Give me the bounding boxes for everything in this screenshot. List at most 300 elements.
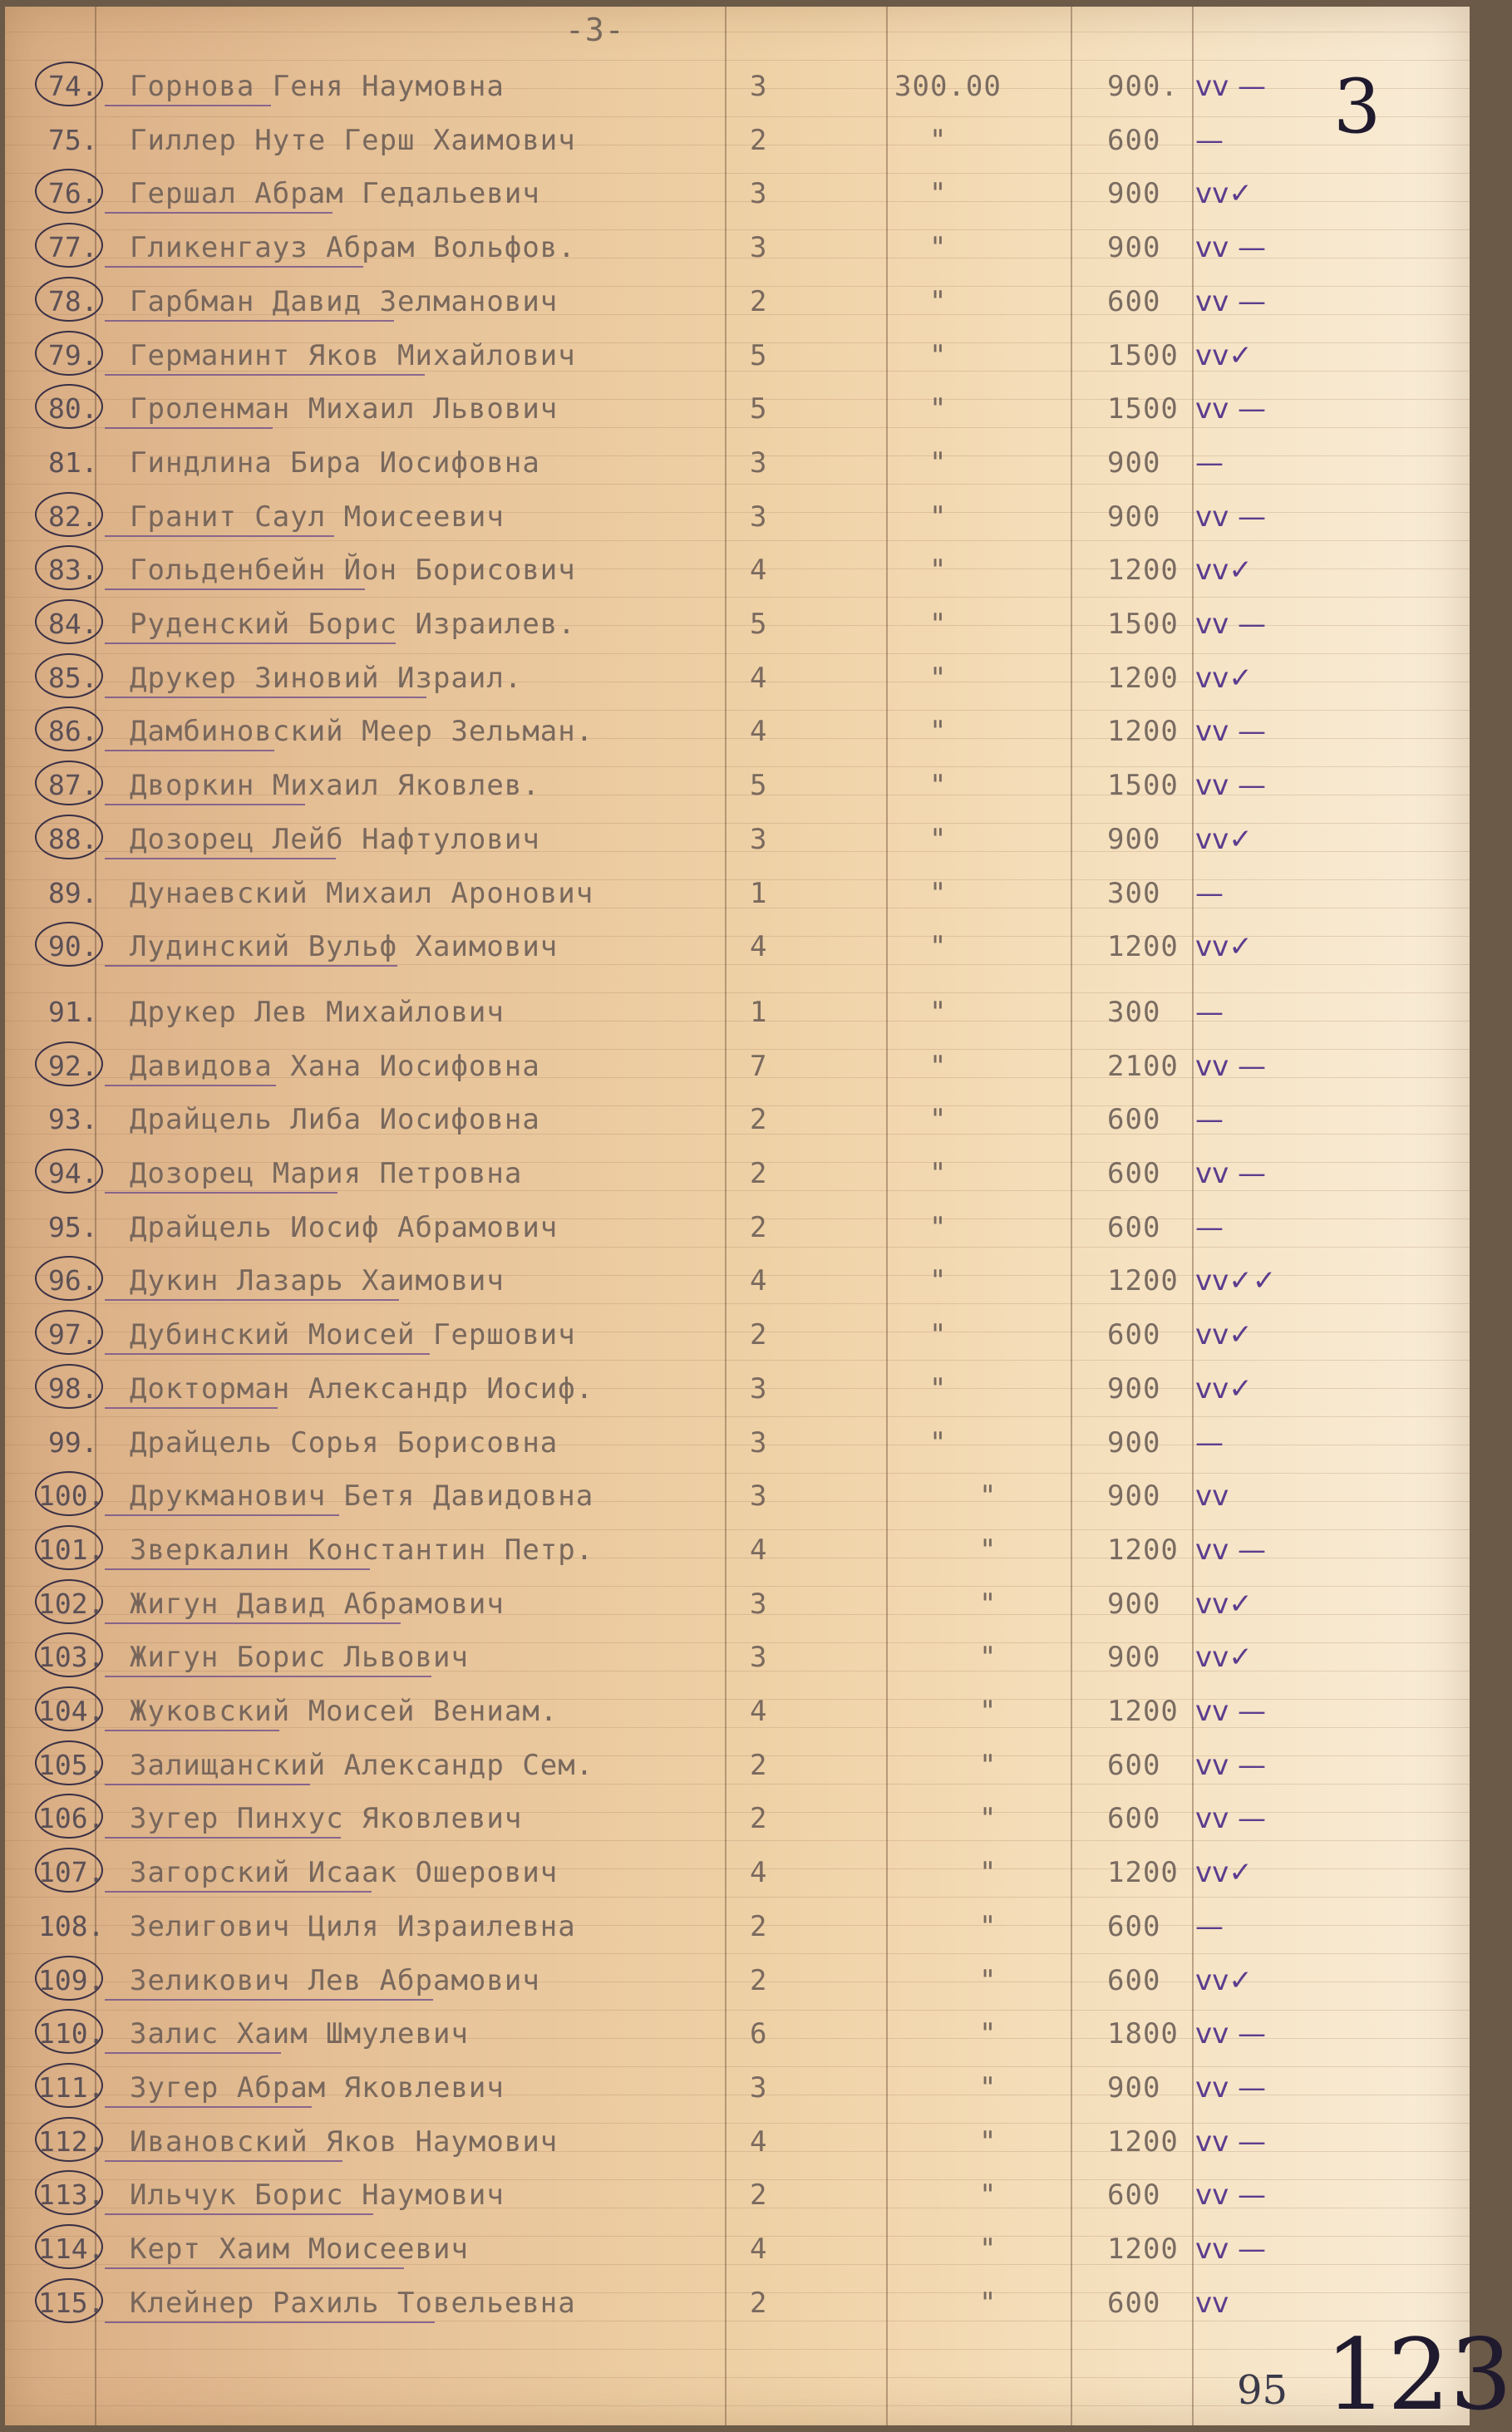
row-number: 84. bbox=[48, 608, 98, 640]
table-row bbox=[5, 930, 1470, 964]
row-number: 76. bbox=[48, 177, 98, 210]
table-row bbox=[5, 1802, 1470, 1836]
column-line-price bbox=[886, 7, 888, 2425]
check-marks: vv — bbox=[1195, 2070, 1267, 2105]
pencil-underline bbox=[105, 1837, 341, 1839]
table-row bbox=[5, 1049, 1470, 1083]
row-number: 108. bbox=[38, 1909, 105, 1942]
total-sum: 1200 bbox=[1107, 715, 1179, 749]
pencil-underline bbox=[105, 2321, 435, 2323]
check-marks: vv — bbox=[1195, 500, 1267, 534]
person-name: Жуковский Моисей Вениам. bbox=[130, 1695, 559, 1728]
total-sum: 600 bbox=[1107, 123, 1161, 157]
check-marks: vv✓ bbox=[1195, 1963, 1253, 1997]
price-per-person: " bbox=[929, 715, 948, 749]
check-marks: vv — bbox=[1195, 1748, 1267, 1782]
pencil-underline bbox=[105, 1999, 433, 2001]
total-sum: 300 bbox=[1107, 876, 1161, 910]
table-row bbox=[5, 2286, 1470, 2320]
table-row bbox=[5, 1533, 1470, 1567]
table-row bbox=[5, 1748, 1470, 1782]
pencil-underline bbox=[105, 1622, 401, 1624]
ruled-line bbox=[5, 597, 1470, 598]
ruled-line bbox=[5, 173, 1470, 174]
price-per-person: " bbox=[929, 1103, 948, 1137]
price-per-person: " bbox=[929, 608, 948, 641]
total-sum: 900 bbox=[1107, 1371, 1161, 1406]
check-marks: vv✓ bbox=[1195, 1641, 1253, 1675]
family-count: 4 bbox=[750, 1533, 768, 1567]
family-count: 2 bbox=[750, 2178, 768, 2213]
pencil-underline bbox=[105, 858, 336, 859]
person-name: Дубинский Моисей Гершович bbox=[130, 1318, 576, 1352]
price-per-person: " bbox=[929, 338, 948, 372]
family-count: 2 bbox=[750, 1318, 768, 1352]
person-name: Зугер Пинхус Яковлевич bbox=[130, 1802, 523, 1836]
ruled-line bbox=[5, 2010, 1470, 2011]
table-row bbox=[5, 284, 1470, 318]
ruled-line bbox=[5, 992, 1470, 993]
person-name: Докторман Александр Иосиф. bbox=[130, 1371, 594, 1406]
person-name: Зелигович Циля Израилевна bbox=[130, 1909, 576, 1943]
person-name: Гранит Саул Моисеевич bbox=[130, 500, 505, 534]
total-sum: 600 bbox=[1107, 2178, 1161, 2213]
check-marks: — bbox=[1195, 1210, 1224, 1244]
person-name: Драйцель Либа Иосифовна bbox=[130, 1103, 540, 1137]
pencil-underline bbox=[105, 320, 394, 322]
table-row bbox=[5, 500, 1470, 534]
family-count: 3 bbox=[750, 231, 768, 265]
price-per-person: " bbox=[929, 661, 948, 695]
check-marks: vv — bbox=[1195, 284, 1267, 318]
pencil-underline bbox=[105, 588, 365, 590]
person-name: Друкер Зиновий Израил. bbox=[130, 661, 523, 695]
person-name: Ивановский Яков Наумович bbox=[130, 2124, 559, 2159]
pencil-underline bbox=[105, 642, 396, 644]
price-per-person: " bbox=[929, 1264, 948, 1298]
table-row bbox=[5, 1479, 1470, 1514]
row-number: 98. bbox=[48, 1371, 98, 1405]
price-per-person: " bbox=[929, 876, 948, 910]
row-number: 85. bbox=[48, 661, 98, 694]
pencil-underline bbox=[105, 1192, 337, 1194]
table-row bbox=[5, 876, 1470, 910]
check-marks: vv bbox=[1195, 2286, 1229, 2320]
price-per-person: " bbox=[929, 1157, 948, 1190]
pencil-underline bbox=[105, 965, 397, 967]
pencil-underline bbox=[105, 105, 271, 106]
person-name: Дамбиновский Меер Зельман. bbox=[130, 715, 594, 749]
price-per-person: " bbox=[929, 231, 948, 265]
total-sum: 1500 bbox=[1107, 769, 1179, 803]
family-count: 3 bbox=[750, 1425, 768, 1460]
price-per-person: " bbox=[929, 446, 948, 480]
ruled-line bbox=[5, 1416, 1470, 1417]
price-per-person: " bbox=[929, 284, 948, 318]
price-per-person: " bbox=[979, 1695, 997, 1728]
person-name: Драйцель Иосиф Абрамович bbox=[130, 1210, 559, 1244]
total-sum: 1500 bbox=[1107, 608, 1179, 641]
family-count: 2 bbox=[750, 1103, 768, 1137]
family-count: 3 bbox=[750, 70, 768, 103]
row-number: 112. bbox=[38, 2124, 105, 2158]
row-number: 95. bbox=[48, 1210, 98, 1243]
person-name: Гликенгауз Абрам Вольфов. bbox=[130, 231, 576, 265]
family-count: 1 bbox=[750, 995, 768, 1029]
pencil-underline bbox=[105, 1514, 339, 1516]
price-per-person: " bbox=[929, 177, 948, 211]
table-row bbox=[5, 1157, 1470, 1190]
pencil-underline bbox=[105, 1784, 310, 1785]
price-per-person: " bbox=[979, 2233, 997, 2266]
ledger-page bbox=[5, 7, 1512, 2432]
row-number: 96. bbox=[48, 1264, 98, 1297]
check-marks: vv — bbox=[1195, 231, 1267, 265]
row-number: 82. bbox=[48, 500, 98, 533]
ruled-line bbox=[5, 484, 1470, 485]
check-marks: vv — bbox=[1195, 1695, 1267, 1728]
person-name: Керт Хаим Моисеевич bbox=[130, 2233, 469, 2266]
person-name: Дунаевский Михаил Аронович bbox=[130, 876, 594, 910]
price-per-person: " bbox=[979, 1748, 997, 1782]
family-count: 3 bbox=[750, 446, 768, 480]
price-per-person: 300.00 bbox=[894, 70, 1002, 103]
row-number: 93. bbox=[48, 1103, 98, 1136]
check-marks: vv✓ bbox=[1195, 930, 1253, 964]
pencil-underline bbox=[105, 1730, 279, 1731]
person-name: Дукин Лазарь Хаимович bbox=[130, 1264, 505, 1298]
price-per-person: " bbox=[929, 392, 948, 426]
family-count: 3 bbox=[750, 177, 768, 211]
price-per-person: " bbox=[979, 1641, 997, 1675]
person-name: Гершал Абрам Гедальевич bbox=[130, 177, 540, 211]
family-count: 3 bbox=[750, 2070, 768, 2105]
family-count: 2 bbox=[750, 1802, 768, 1836]
check-marks: vv✓ bbox=[1195, 338, 1253, 372]
family-count: 4 bbox=[750, 2124, 768, 2159]
family-count: 2 bbox=[750, 284, 768, 318]
row-number: 74. bbox=[48, 70, 98, 102]
table-row bbox=[5, 1318, 1470, 1352]
family-count: 2 bbox=[750, 1963, 768, 1997]
table-row bbox=[5, 1641, 1470, 1675]
check-marks: vv — bbox=[1195, 2178, 1267, 2213]
total-sum: 900 bbox=[1107, 231, 1161, 265]
check-marks: — bbox=[1195, 123, 1224, 157]
row-number: 79. bbox=[48, 338, 98, 372]
check-marks: vv✓ bbox=[1195, 1587, 1253, 1621]
row-number: 101. bbox=[38, 1533, 105, 1566]
ruled-line bbox=[5, 2349, 1470, 2350]
family-count: 4 bbox=[750, 1264, 768, 1298]
row-number: 87. bbox=[48, 769, 98, 802]
family-count: 4 bbox=[750, 2233, 768, 2266]
person-name: Дозорец Мария Петровна bbox=[130, 1157, 523, 1190]
pencil-underline bbox=[105, 2213, 373, 2215]
row-number: 78. bbox=[48, 284, 98, 318]
ruled-line bbox=[5, 1473, 1470, 1474]
row-number: 81. bbox=[48, 446, 98, 479]
table-row bbox=[5, 231, 1470, 265]
row-number: 103. bbox=[38, 1641, 105, 1674]
table-row bbox=[5, 392, 1470, 426]
total-sum: 900. bbox=[1107, 70, 1179, 103]
ruled-line bbox=[5, 1840, 1470, 1841]
row-number: 80. bbox=[48, 392, 98, 426]
total-sum: 1200 bbox=[1107, 2124, 1179, 2159]
pencil-underline bbox=[105, 1891, 372, 1893]
price-per-person: " bbox=[979, 1533, 997, 1567]
pencil-underline bbox=[105, 2052, 281, 2054]
price-per-person: " bbox=[929, 1210, 948, 1244]
total-sum: 1200 bbox=[1107, 1264, 1179, 1298]
family-count: 1 bbox=[750, 876, 768, 910]
table-row bbox=[5, 1963, 1470, 1997]
bottom-note-small: 95 bbox=[1237, 2367, 1288, 2414]
total-sum: 600 bbox=[1107, 1210, 1161, 1244]
price-per-person: " bbox=[979, 1909, 997, 1943]
price-per-person: " bbox=[979, 1479, 997, 1514]
table-row bbox=[5, 177, 1470, 211]
bottom-note-large: 123 bbox=[1325, 2317, 1512, 2432]
pencil-underline bbox=[105, 1676, 431, 1677]
pencil-underline bbox=[105, 2267, 404, 2269]
row-number: 97. bbox=[48, 1318, 98, 1351]
family-count: 3 bbox=[750, 822, 768, 856]
person-name: Гарбман Давид Зелманович bbox=[130, 284, 559, 318]
ruled-line bbox=[5, 116, 1470, 117]
row-number: 113. bbox=[38, 2178, 105, 2212]
table-row bbox=[5, 2124, 1470, 2159]
person-name: Дворкин Михаил Яковлев. bbox=[130, 769, 540, 803]
price-per-person: " bbox=[979, 1856, 997, 1890]
check-marks: vv — bbox=[1195, 1533, 1267, 1567]
family-count: 7 bbox=[750, 1049, 768, 1083]
ruled-line bbox=[5, 710, 1470, 711]
check-marks: vv✓ bbox=[1195, 1371, 1253, 1406]
row-number: 75. bbox=[48, 123, 98, 156]
total-sum: 600 bbox=[1107, 284, 1161, 318]
check-marks: vv✓ bbox=[1195, 554, 1253, 588]
pencil-underline bbox=[105, 697, 426, 698]
family-count: 3 bbox=[750, 1371, 768, 1406]
family-count: 5 bbox=[750, 769, 768, 803]
person-name: Давидова Хана Иосифовна bbox=[130, 1049, 540, 1083]
row-number: 115. bbox=[38, 2286, 105, 2319]
family-count: 2 bbox=[750, 123, 768, 157]
total-sum: 1800 bbox=[1107, 2017, 1179, 2051]
column-line-sum bbox=[1071, 7, 1072, 2425]
row-number: 86. bbox=[48, 715, 98, 748]
total-sum: 900 bbox=[1107, 1425, 1161, 1460]
row-number: 111. bbox=[38, 2070, 105, 2104]
total-sum: 900 bbox=[1107, 822, 1161, 856]
row-number: 110. bbox=[38, 2017, 105, 2050]
price-per-person: " bbox=[979, 1802, 997, 1836]
table-row bbox=[5, 715, 1470, 749]
price-per-person: " bbox=[979, 2286, 997, 2320]
price-per-person: " bbox=[929, 500, 948, 534]
total-sum: 300 bbox=[1107, 995, 1161, 1029]
check-marks: — bbox=[1195, 995, 1224, 1029]
ruled-line bbox=[5, 229, 1470, 230]
family-count: 4 bbox=[750, 930, 768, 964]
table-row bbox=[5, 2178, 1470, 2213]
table-row bbox=[5, 123, 1470, 157]
person-name: Клейнер Рахиль Товельевна bbox=[130, 2286, 576, 2320]
total-sum: 900 bbox=[1107, 1641, 1161, 1675]
row-number: 91. bbox=[48, 995, 98, 1028]
total-sum: 1200 bbox=[1107, 554, 1179, 588]
column-line-marks bbox=[1192, 7, 1194, 2425]
price-per-person: " bbox=[929, 1318, 948, 1352]
total-sum: 1200 bbox=[1107, 1856, 1179, 1890]
total-sum: 600 bbox=[1107, 1318, 1161, 1352]
total-sum: 600 bbox=[1107, 1963, 1161, 1997]
table-row bbox=[5, 1909, 1470, 1943]
total-sum: 900 bbox=[1107, 177, 1161, 211]
family-count: 6 bbox=[750, 2017, 768, 2051]
price-per-person: " bbox=[979, 2070, 997, 2105]
table-row bbox=[5, 1587, 1470, 1621]
person-name: Драйцель Сорья Борисовна bbox=[130, 1425, 559, 1460]
pencil-underline bbox=[105, 212, 332, 214]
ruled-line bbox=[5, 1303, 1470, 1304]
check-marks: vv — bbox=[1195, 1802, 1267, 1836]
check-marks: vv — bbox=[1195, 608, 1267, 641]
check-marks: vv✓ bbox=[1195, 661, 1253, 695]
pencil-underline bbox=[105, 266, 363, 268]
table-row bbox=[5, 1856, 1470, 1890]
family-count: 4 bbox=[750, 1695, 768, 1728]
table-row bbox=[5, 70, 1470, 103]
check-marks: — bbox=[1195, 1425, 1224, 1460]
person-name: Жигун Давид Абрамович bbox=[130, 1587, 505, 1621]
table-row bbox=[5, 995, 1470, 1029]
family-count: 4 bbox=[750, 554, 768, 588]
row-number: 83. bbox=[48, 554, 98, 587]
check-marks: vv✓✓ bbox=[1195, 1264, 1277, 1298]
price-per-person: " bbox=[979, 2178, 997, 2213]
family-count: 3 bbox=[750, 1641, 768, 1675]
ruled-line bbox=[5, 1953, 1470, 1954]
table-row bbox=[5, 2233, 1470, 2266]
check-marks: — bbox=[1195, 876, 1224, 910]
table-row bbox=[5, 446, 1470, 480]
person-name: Гольденбейн Йон Борисович bbox=[130, 554, 576, 588]
total-sum: 1500 bbox=[1107, 338, 1179, 372]
family-count: 4 bbox=[750, 715, 768, 749]
total-sum: 900 bbox=[1107, 1587, 1161, 1621]
person-name: Лудинский Вульф Хаимович bbox=[130, 930, 559, 964]
total-sum: 1200 bbox=[1107, 1695, 1179, 1728]
person-name: Германинт Яков Михайлович bbox=[130, 338, 576, 372]
price-per-person: " bbox=[929, 123, 948, 157]
corner-page-number: 3 bbox=[1333, 63, 1381, 150]
table-row bbox=[5, 2070, 1470, 2105]
table-row bbox=[5, 1210, 1470, 1244]
check-marks: — bbox=[1195, 1909, 1224, 1943]
check-marks: vv — bbox=[1195, 1157, 1267, 1190]
total-sum: 600 bbox=[1107, 1909, 1161, 1943]
total-sum: 600 bbox=[1107, 1748, 1161, 1782]
check-marks: vv — bbox=[1195, 2017, 1267, 2051]
person-name: Залищанский Александр Сем. bbox=[130, 1748, 594, 1782]
table-row bbox=[5, 1695, 1470, 1728]
ruled-line bbox=[5, 1247, 1470, 1248]
family-count: 4 bbox=[750, 661, 768, 695]
ruled-line bbox=[5, 540, 1470, 541]
pencil-underline bbox=[105, 1299, 399, 1301]
price-per-person: " bbox=[979, 1963, 997, 1997]
price-per-person: " bbox=[929, 1049, 948, 1083]
pencil-underline bbox=[105, 2160, 342, 2162]
family-count: 2 bbox=[750, 1748, 768, 1782]
person-name: Гроленман Михаил Львович bbox=[130, 392, 559, 426]
family-count: 3 bbox=[750, 1587, 768, 1621]
family-count: 2 bbox=[750, 1909, 768, 1943]
ruled-line bbox=[5, 60, 1470, 61]
check-marks: vv — bbox=[1195, 2124, 1267, 2159]
person-name: Залис Хаим Шмулевич bbox=[130, 2017, 469, 2051]
check-marks: vv✓ bbox=[1195, 177, 1253, 211]
family-count: 5 bbox=[750, 608, 768, 641]
total-sum: 900 bbox=[1107, 446, 1161, 480]
total-sum: 1200 bbox=[1107, 661, 1179, 695]
pencil-underline bbox=[105, 750, 274, 751]
person-name: Руденский Борис Израилев. bbox=[130, 608, 576, 641]
price-per-person: " bbox=[979, 1587, 997, 1621]
person-name: Горнова Геня Наумовна bbox=[130, 70, 505, 103]
person-name: Друкер Лев Михайлович bbox=[130, 995, 505, 1029]
price-per-person: " bbox=[929, 930, 948, 964]
family-count: 2 bbox=[750, 2286, 768, 2320]
price-per-person: " bbox=[929, 1371, 948, 1406]
page-header: -3- bbox=[565, 12, 625, 48]
pencil-underline bbox=[105, 1407, 278, 1409]
ruled-line bbox=[5, 1360, 1470, 1361]
pencil-underline bbox=[105, 535, 334, 537]
total-sum: 600 bbox=[1107, 1103, 1161, 1137]
check-marks: vv — bbox=[1195, 1049, 1267, 1083]
table-row bbox=[5, 822, 1470, 856]
ruled-line bbox=[5, 1190, 1470, 1191]
price-per-person: " bbox=[979, 2124, 997, 2159]
price-per-person: " bbox=[929, 554, 948, 588]
table-row bbox=[5, 1264, 1470, 1298]
person-name: Зугер Абрам Яковлевич bbox=[130, 2070, 505, 2105]
price-per-person: " bbox=[929, 995, 948, 1029]
person-name: Загорский Исаак Ошерович bbox=[130, 1856, 559, 1890]
check-marks: vv — bbox=[1195, 392, 1267, 426]
person-name: Жигун Борис Львович bbox=[130, 1641, 469, 1675]
ruled-line bbox=[5, 2123, 1470, 2124]
row-number: 109. bbox=[38, 1963, 105, 1996]
row-number: 77. bbox=[48, 231, 98, 264]
price-per-person: " bbox=[929, 1425, 948, 1460]
price-per-person: " bbox=[929, 822, 948, 856]
check-marks: — bbox=[1195, 1103, 1224, 1137]
row-number: 106. bbox=[38, 1802, 105, 1835]
row-number: 107. bbox=[38, 1856, 105, 1889]
table-row bbox=[5, 769, 1470, 803]
check-marks: vv✓ bbox=[1195, 1318, 1253, 1352]
person-name: Зверкалин Константин Петр. bbox=[130, 1533, 594, 1567]
person-name: Гиндлина Бира Иосифовна bbox=[130, 446, 540, 480]
table-row bbox=[5, 1371, 1470, 1406]
pencil-underline bbox=[105, 374, 425, 376]
person-name: Друкманович Бетя Давидовна bbox=[130, 1479, 594, 1514]
